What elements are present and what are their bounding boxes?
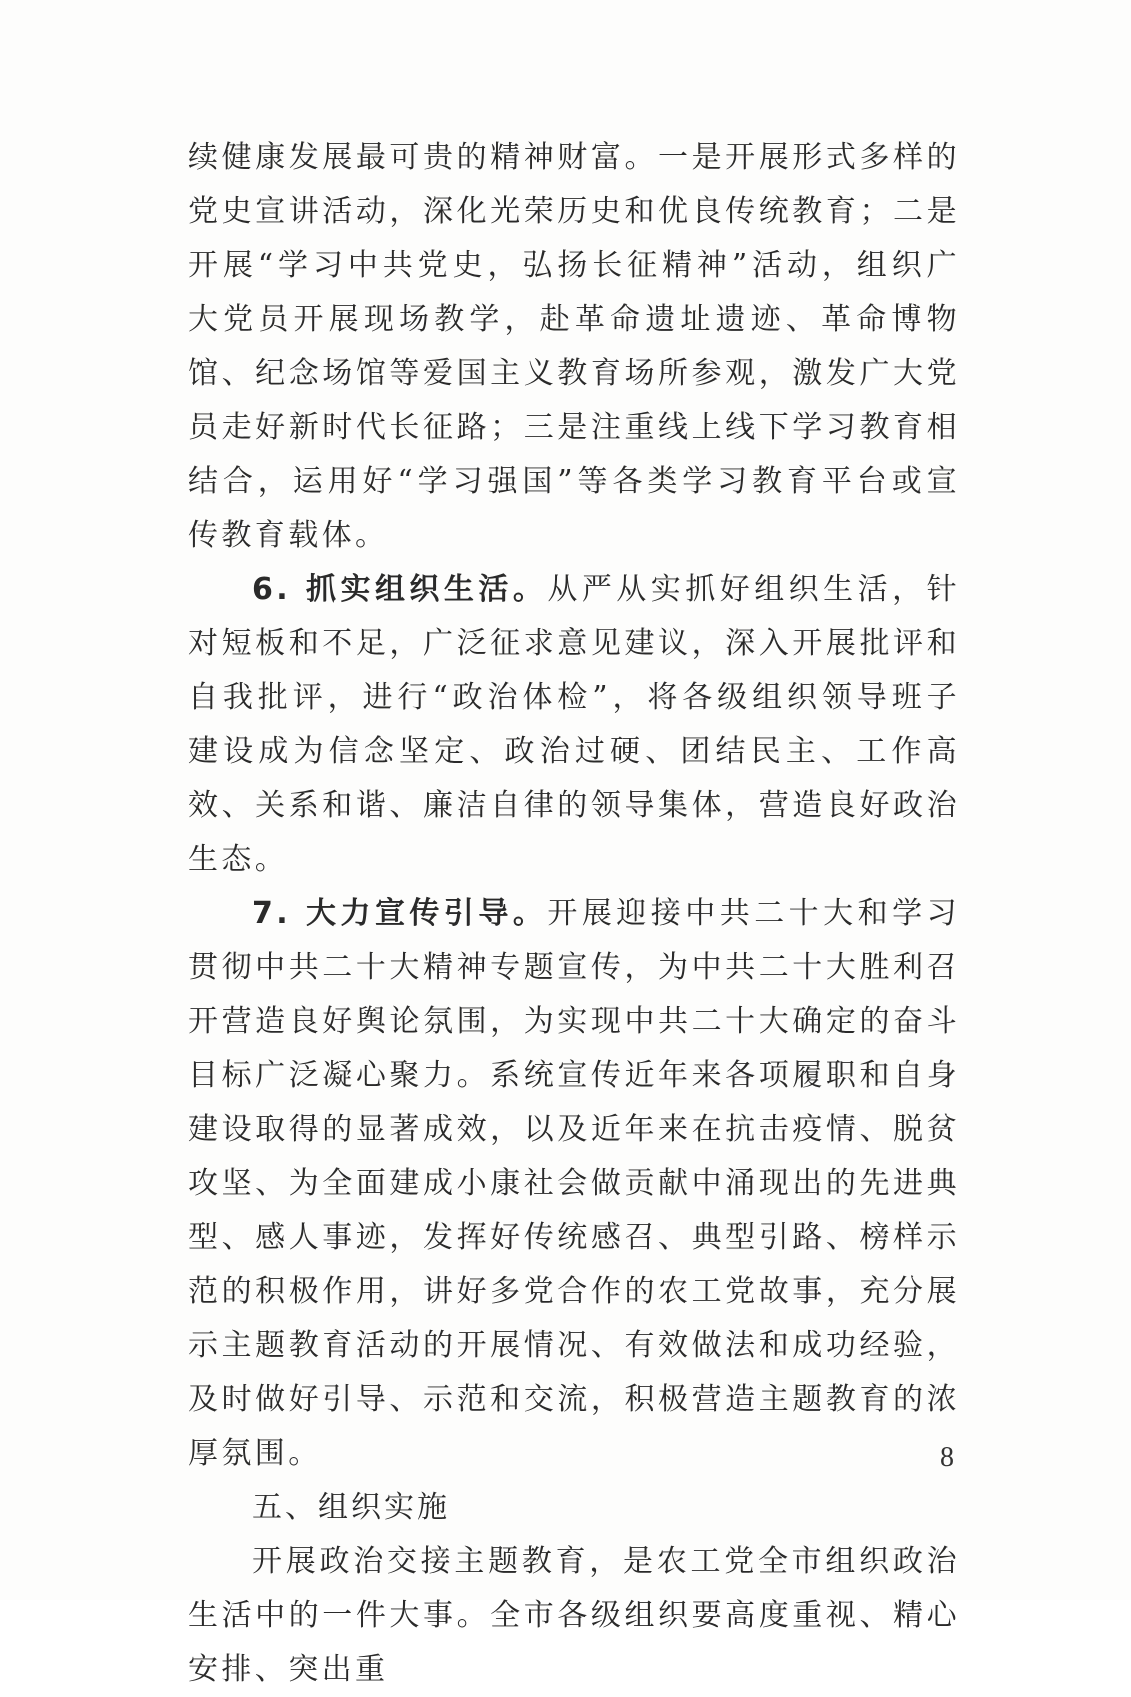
item-body-7: 开展迎接中共二十大和学习贯彻中共二十大精神专题宣传，为中共二十大胜利召开营造良好舆论氛围，为实现中共二十大确定的奋斗目标广泛凝心聚力。系统宣传近年来各项履职和自身建设取得的显著成效，以及近年来在抗击疫情、脱贫攻坚、为全面建成小康社会做贡献中涌现出的先进典型、感人事迹，发挥好传统感召、典型引路、榜样示范的积极作用，讲好多党合作的农工党故事，充分展示主题教育活动的开展情况、有效做法和成功经验，及时做好引导、示范和交流，积极营造主题教育的浓厚氛围。 [188, 896, 960, 1471]
item-body-6: 从严从实抓好组织生活，针对短板和不足，广泛征求意见建议，深入开展批评和自我批评，进行“政治体检”，将各级组织领导班子建设成为信念坚定、政治过硬、团结民主、工作高效、关系和谐、廉洁自律的领导集体，营造良好政治生态。 [188, 572, 960, 877]
item-heading-6: 6. 抓实组织生活。 [252, 572, 548, 607]
page-number: 8 [940, 1442, 954, 1473]
item-heading-7: 7. 大力宣传引导。 [252, 896, 548, 931]
paragraph-publicity [188, 887, 960, 1481]
section-title: 五、组织实施 [252, 1490, 450, 1525]
document-body [188, 131, 960, 1697]
paragraph-organize-life [188, 563, 960, 887]
paragraph-implementation: 开展政治交接主题教育，是农工党全市组织政治生活中的一件大事。全市各级组织要高度重视、精心安排、突出重 [188, 1544, 960, 1687]
paragraph-continuation: 续健康发展最可贵的精神财富。一是开展形式多样的党史宣讲活动，深化光荣历史和优良传统教育；二是开展“学习中共党史，弘扬长征精神”活动，组织广大党员开展现场教学，赴革命遗址遗迹、革命博物馆、纪念场馆等爱国主义教育场所参观，激发广大党员走好新时代长征路；三是注重线上线下学习教育相结合，运用好“学习强国”等各类学习教育平台或宣传教育载体。 [188, 140, 960, 553]
